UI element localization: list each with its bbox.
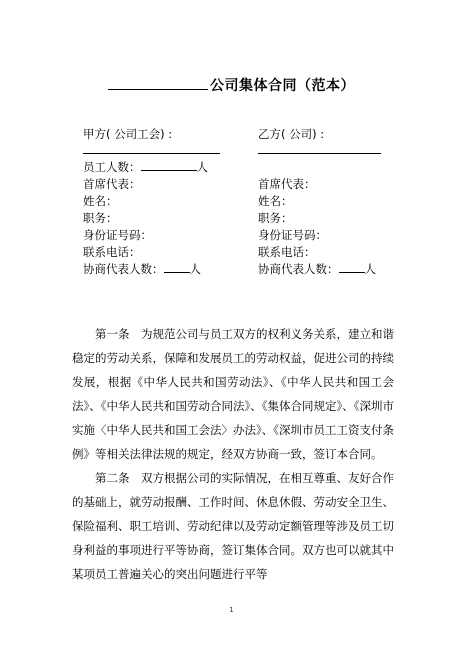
party-b-phone-label: 联系电话： — [258, 245, 316, 259]
negotiators-unit: 人 — [364, 262, 376, 276]
employees-unit: 人 — [196, 160, 208, 174]
party-a-rep-label: 首席代表： — [83, 177, 141, 191]
company-name-blank — [108, 77, 208, 90]
employees-blank — [141, 159, 197, 171]
title-text: 公司集体合同（范本） — [210, 78, 355, 94]
party-b-name-line — [258, 153, 381, 154]
contract-body — [72, 322, 394, 586]
contract-title — [0, 75, 463, 95]
page-number: 1 — [229, 606, 234, 614]
party-b-heading: 乙方( 公司) : — [258, 127, 325, 141]
party-a-employees-row — [83, 159, 233, 176]
party-a-name-label: 姓名： — [83, 194, 118, 208]
party-a-heading: 甲方( 公司工会) : — [83, 127, 173, 141]
negotiators-blank — [164, 261, 190, 273]
article-1: 第一条 为规范公司与员工双方的权利义务关系，建立和谐稳定的劳动关系，保障和发展员工的劳动权益，促进公司的持续发展，根据《中华人民共和国劳动法》、《中华人民共和国工会法》、《中华人民共和国劳动合同法》、《集体合同规定》、《深圳市实施〈中华人民共和国工会法〉办法》、《深圳市员工工资支付条例》等相关法律法规的规定，经双方协商一致，签订本合同。 — [72, 327, 394, 461]
party-a-negotiators-row — [83, 261, 233, 278]
negotiators-blank — [339, 261, 365, 273]
party-a-phone-label: 联系电话： — [83, 245, 141, 259]
negotiators-label: 协商代表人数： — [258, 262, 339, 276]
party-a-position-label: 职务： — [83, 211, 118, 225]
party-a-name-line — [83, 153, 220, 154]
party-b-name-label: 姓名： — [258, 194, 293, 208]
party-a-block — [83, 126, 233, 278]
party-a-id-label: 身份证号码： — [83, 228, 152, 242]
party-b-id-label: 身份证号码： — [258, 228, 327, 242]
party-b-rep-label: 首席代表： — [258, 177, 316, 191]
party-b-block — [258, 126, 408, 278]
negotiators-unit: 人 — [189, 262, 201, 276]
party-b-position-label: 职务： — [258, 211, 293, 225]
article-2: 第二条 双方根据公司的实际情况，在相互尊重、友好合作的基础上，就劳动报酬、工作时间、休息休假、劳动安全卫生、保险福利、职工培训、劳动纪律以及劳动定额管理等涉及员工切身利益的事项进行平等协商，签订集体合同。双方也可以就其中某项员工普遍关心的突出问题进行平等 — [72, 471, 394, 581]
negotiators-label: 协商代表人数： — [83, 262, 164, 276]
employees-label: 员工人数： — [83, 160, 141, 174]
party-b-negotiators-row — [258, 261, 408, 278]
